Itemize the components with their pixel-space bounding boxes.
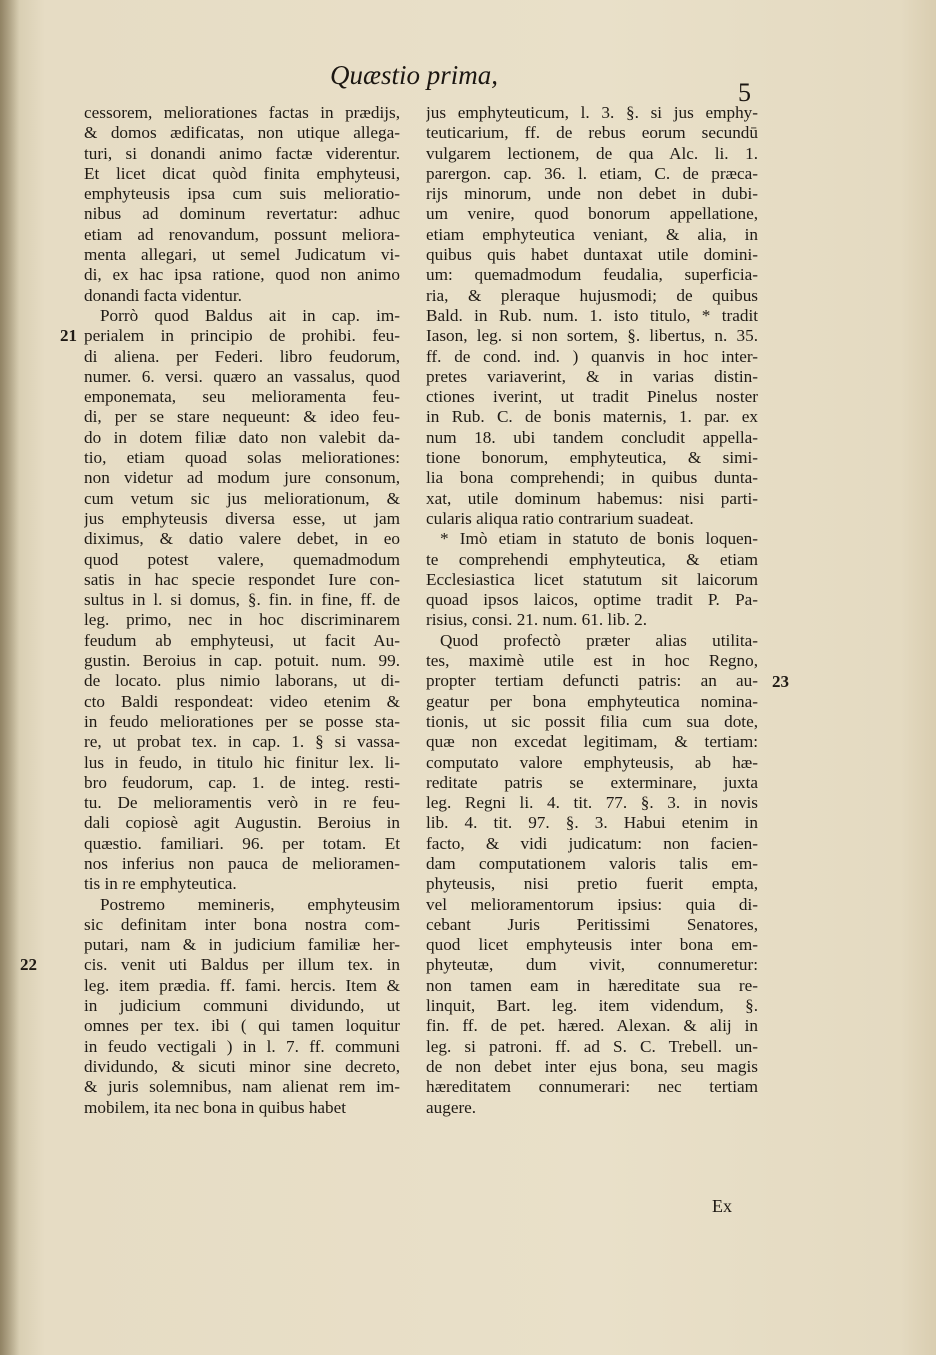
text-line: tes, maximè utile est in hoc Regno,: [426, 651, 758, 671]
text-line: Iason, leg. si non sortem, §. libertus, n. 35.: [426, 326, 758, 346]
text-line: satis in hac specie respondet Iure con-: [84, 569, 400, 589]
text-line: emphyteusis ipsa cum suis melioratio-: [84, 184, 400, 204]
text-line: vel melioramentorum ipsius: quia di-: [426, 894, 758, 914]
text-line: ctiones iverint, ut tradit Pinelus noster: [426, 387, 758, 407]
catchword: Ex: [712, 1196, 732, 1216]
right-text-column: [426, 103, 758, 1118]
text-line: cum vetum sic jus meliorationum, &: [84, 488, 400, 508]
text-line: Postremo memineris, emphyteusim: [100, 894, 400, 914]
text-line: cebant Juris Peritissimi Senatores,: [426, 914, 758, 934]
text-line: tis in re emphyteutica.: [84, 874, 237, 894]
text-line: geatur per bona emphyteutica nomina-: [426, 691, 758, 711]
text-line: phyteusis, nisi pretio fuerit empta,: [426, 874, 758, 894]
text-line: cto Baldi respondeat: video etenim &: [84, 691, 400, 711]
text-line: Ecclesiastica licet statutum sit laicorum: [426, 569, 758, 589]
text-line: cis. venit uti Baldus per illum tex. in: [84, 955, 400, 975]
text-line: etiam emphyteutica veniant, & alia, in: [426, 224, 758, 244]
text-line: facto, & vidi judicatum: non facien-: [426, 833, 758, 853]
text-line: etiam ad renovandum, possunt meliora-: [84, 224, 400, 244]
text-line: leg. primo, nec in hoc discriminarem: [84, 610, 400, 630]
text-line: teuticarium, ff. de rebus eorum secundū: [426, 123, 758, 143]
text-line: feudum ab emphyteusi, ut facit Au-: [84, 630, 400, 650]
text-line: non tamen eam in hæreditate sua re-: [426, 975, 758, 995]
text-line: tione bonorum, emphyteutica, & simi-: [426, 448, 758, 468]
text-line: nos inferius non pauca de melioramen-: [84, 853, 400, 873]
text-line: di, ex hac ipsa ratione, quod non animo: [84, 265, 400, 285]
text-line: omnes per tex. ibi ( qui tamen loquitur: [84, 1016, 400, 1036]
text-line: augere.: [426, 1097, 477, 1117]
text-line: dividundo, & sicuti minor sine decreto,: [84, 1056, 400, 1076]
text-line: reditate patris se exterminare, juxta: [426, 772, 758, 792]
text-line: tionis, ut sic possit filia cum sua dote,: [426, 711, 758, 731]
text-line: lia bona comprehendi; in quibus dunta-: [426, 468, 758, 488]
text-line: leg. Regni li. 4. tit. 77. §. 3. in novis: [426, 793, 758, 813]
text-line: in feudo vectigali ) in l. 7. ff. communi: [84, 1036, 400, 1056]
left-text-column: [84, 103, 400, 1118]
text-line: Porrò quod Baldus ait in cap. im-: [100, 305, 400, 325]
text-line: gustin. Beroius in cap. potuit. num. 99.: [84, 651, 400, 671]
text-line: jus emphyteuticum, l. 3. §. si jus emphy-: [426, 103, 758, 122]
text-line: donandi facta videntur.: [84, 285, 242, 305]
text-line: risius, consi. 21. num. 61. lib. 2.: [426, 610, 648, 630]
text-line: diximus, & datio valere debet, in eo: [84, 529, 400, 549]
text-line: fin. ff. de pet. hæred. Alexan. & alij in: [426, 1016, 758, 1036]
text-line: computato valore emphyteusis, ab hæ-: [426, 752, 758, 772]
text-line: menta allegari, ut semel Judicatum vi-: [84, 245, 400, 265]
text-line: turi, si donandi animo factæ viderentur.: [84, 143, 400, 163]
text-line: jus emphyteusis diversa esse, ut jam: [84, 508, 400, 528]
text-line: vulgarem lectionem, de qua Alc. li. 1.: [426, 143, 758, 163]
text-line: quæ non excedat legitimam, & tertiam:: [426, 732, 758, 752]
text-line: cularis aliqua ratio contrarium suadeat.: [426, 508, 694, 528]
text-line: bro feudorum, cap. 1. de integ. resti-: [84, 772, 400, 792]
text-line: linquit, Bart. leg. item videndum, §.: [426, 996, 758, 1016]
text-line: non videtur ad modum jure consonum,: [84, 468, 400, 488]
text-line: cessorem, meliorationes factas in prædijs,: [84, 103, 400, 122]
text-line: hæreditatem connumerari: nec tertiam: [426, 1077, 758, 1097]
text-line: & domos ædificatas, non utique allega-: [84, 123, 400, 143]
margin-number-23: 23: [772, 672, 789, 691]
text-line: perialem in principio de prohibi. feu-: [84, 326, 400, 346]
text-line: quoad ipsos laicos, optime tradit P. Pa-: [426, 590, 758, 610]
margin-number-22: 22: [20, 955, 37, 974]
text-line: tu. De melioramentis verò in re feu-: [84, 793, 400, 813]
text-line: nibus ad dominum revertatur: adhuc: [84, 204, 400, 224]
text-line: dam computationem valoris talis em-: [426, 853, 758, 873]
text-line: phyteutæ, dum vivit, connumeretur:: [426, 955, 758, 975]
text-line: quibus quis habet duntaxat utile domini-: [426, 245, 758, 265]
text-line: te comprehendi emphyteutica, & etiam: [426, 549, 758, 569]
text-line: Et licet dicat quòd finita emphyteusi,: [84, 163, 400, 183]
text-line: propter tertiam defuncti patris: an au-: [426, 671, 758, 691]
text-line: mobilem, ita nec bona in quibus habet: [84, 1097, 347, 1117]
text-line: emponemata, seu melioramenta feu-: [84, 387, 400, 407]
text-line: numer. 6. versi. quæro an vassalus, quod: [84, 366, 400, 386]
gutter-shadow: [0, 0, 20, 1355]
text-line: ff. de cond. ind. ) quanvis in hoc inter-: [426, 346, 758, 366]
text-line: de non debet inter ejus bona, seu magis: [426, 1056, 758, 1076]
page-number: 5: [738, 78, 751, 107]
text-line: in feudo meliorationes per se posse sta-: [84, 711, 400, 731]
text-line: leg. si patroni. ff. ad S. C. Trebell. un-: [426, 1036, 758, 1056]
text-line: quod licet emphyteusis inter bona em-: [426, 935, 758, 955]
margin-number-21: 21: [60, 326, 77, 345]
text-line: quæstio. familiari. 96. per totam. Et: [84, 833, 400, 853]
text-line: pretes variaverint, & in varias distin-: [426, 366, 758, 386]
text-line: lib. 4. tit. 97. §. 3. Habui etenim in: [426, 813, 758, 833]
text-line: di aliena. per Federi. libro feudorum,: [84, 346, 400, 366]
running-title: Quæstio prima,: [330, 60, 499, 90]
text-line: um: quemadmodum feudalia, superficia-: [426, 265, 758, 285]
text-line: in judicium communi dividundo, ut: [84, 996, 400, 1016]
text-line: de locato. plus nimio laborans, ut di-: [84, 671, 400, 691]
text-line: ria, & pleraque hujusmodi; de quibus: [426, 285, 758, 305]
text-line: sic definitam inter bona nostra com-: [84, 914, 400, 934]
text-line: quod potest valere, quemadmodum: [84, 549, 400, 569]
text-line: Bald. in Rub. num. 1. isto titulo, * tradit: [426, 305, 758, 325]
text-line: um venire, quod bonorum appellatione,: [426, 204, 758, 224]
text-line: re, ut probat tex. in cap. 1. § si vassa-: [84, 732, 400, 752]
text-line: num 18. ubi tandem concludit appella-: [426, 427, 758, 447]
text-line: leg. item prædia. ff. fami. hercis. Item &: [84, 975, 400, 995]
text-line: tio, etiam quoad solas meliorationes:: [84, 448, 400, 468]
text-line: di, per se stare nequeunt: & ideo feu-: [84, 407, 400, 427]
text-line: rijs minorum, unde non debet in dubi-: [426, 184, 758, 204]
text-line: in Rub. C. de bonis maternis, 1. par. ex: [426, 407, 758, 427]
text-line: xat, utile dominum habemus: nisi parti-: [426, 488, 758, 508]
text-line: putari, nam & in judicium familiæ her-: [84, 935, 400, 955]
text-line: do in dotem filiæ dato non valebit da-: [84, 427, 400, 447]
text-line: lus in feudo, in titulo hic finitur lex. li-: [84, 752, 400, 772]
text-line: Quod profectò præter alias utilita-: [440, 630, 758, 650]
text-line: & juris solemnibus, nam alienat rem im-: [84, 1077, 400, 1097]
text-line: sultus in l. si domus, §. fin. in fine, ff. de: [84, 590, 400, 610]
text-line: dali copiosè agit Augustin. Beroius in: [84, 813, 400, 833]
text-line: * Imò etiam in statuto de bonis loquen-: [440, 529, 758, 549]
text-line: parergon. cap. 36. l. etiam, C. de præca-: [426, 163, 758, 183]
